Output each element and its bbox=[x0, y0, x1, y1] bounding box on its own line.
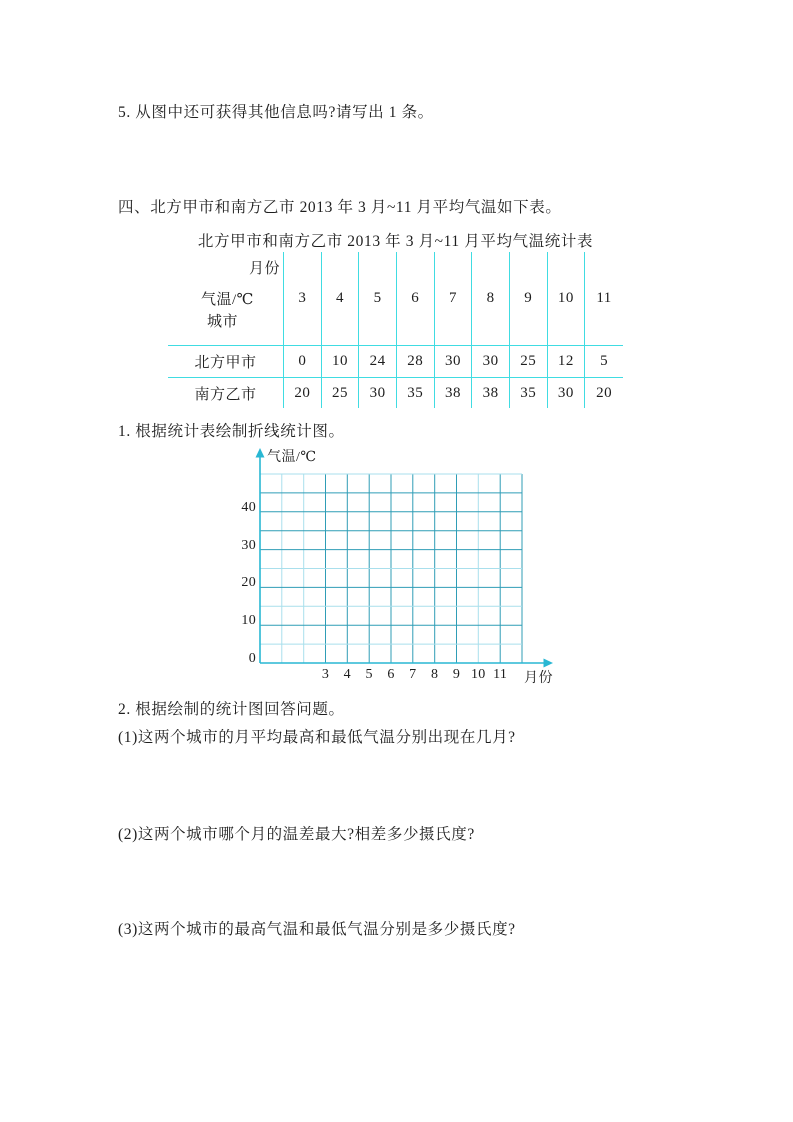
month-header: 5 bbox=[359, 252, 397, 345]
x-tick-label: 10 bbox=[470, 667, 486, 682]
sub-question-2: (2)这两个城市哪个月的温差最大?相差多少摄氏度? bbox=[118, 826, 475, 843]
x-tick-label: 8 bbox=[431, 667, 439, 682]
line-chart-grid bbox=[238, 445, 563, 690]
month-header: 7 bbox=[435, 252, 473, 345]
table-value: 12 bbox=[548, 346, 586, 377]
line-chart bbox=[238, 445, 563, 690]
x-tick-label: 9 bbox=[452, 667, 461, 682]
table-value: 20 bbox=[596, 384, 613, 401]
x-tick-label: 4 bbox=[343, 667, 351, 682]
y-axis-title: 气温/℃ bbox=[267, 450, 317, 465]
y-tick-label: 10 bbox=[241, 613, 256, 628]
table-value: 30 bbox=[435, 346, 473, 377]
y-tick-label: 40 bbox=[241, 500, 256, 515]
table-value: 0 bbox=[284, 346, 322, 377]
table-corner-cell bbox=[168, 252, 284, 345]
x-tick-label: 6 bbox=[387, 667, 395, 682]
task-2-text: 2. 根据绘制的统计图回答问题。 bbox=[118, 701, 345, 718]
table-value: 5 bbox=[600, 353, 609, 369]
x-tick-label: 5 bbox=[365, 667, 373, 682]
corner-label-city: 城市 bbox=[207, 314, 239, 330]
corner-label-temperature: 气温/℃ bbox=[201, 292, 254, 308]
table-row-north-city bbox=[168, 345, 623, 377]
x-tick-label: 11 bbox=[493, 667, 508, 682]
month-header: 9 bbox=[510, 252, 548, 345]
month-header: 8 bbox=[472, 252, 510, 345]
month-header: 10 bbox=[548, 252, 586, 345]
x-axis-title: 月份 bbox=[524, 671, 553, 686]
table-value: 35 bbox=[397, 378, 435, 408]
y-tick-label: 30 bbox=[241, 537, 256, 553]
table-value: 38 bbox=[435, 378, 473, 408]
sub-question-3: (3)这两个城市的最高气温和最低气温分别是多少摄氏度? bbox=[118, 921, 516, 938]
y-tick-label: 0 bbox=[248, 651, 256, 666]
month-header: 11 bbox=[596, 290, 612, 306]
table-value: 35 bbox=[510, 378, 548, 408]
table-value: 25 bbox=[510, 346, 548, 377]
table-value: 28 bbox=[397, 346, 435, 377]
row-label: 北方甲市 bbox=[168, 346, 284, 377]
sub-question-1: (1)这两个城市的月平均最高和最低气温分别出现在几月? bbox=[118, 729, 516, 746]
table-row-south-city bbox=[168, 377, 623, 408]
table-value: 30 bbox=[548, 378, 586, 408]
section-4-heading: 四、北方甲市和南方乙市 2013 年 3 月~11 月平均气温如下表。 bbox=[118, 199, 562, 216]
y-tick-label: 20 bbox=[241, 575, 256, 590]
y-axis-arrow-icon bbox=[256, 448, 265, 458]
x-tick-label: 3 bbox=[321, 667, 330, 682]
temperature-table bbox=[168, 252, 623, 408]
table-value: 38 bbox=[472, 378, 510, 408]
table-value: 10 bbox=[322, 346, 360, 377]
table-value: 24 bbox=[359, 346, 397, 377]
table-title: 北方甲市和南方乙市 2013 年 3 月~11 月平均气温统计表 bbox=[197, 233, 594, 250]
task-1-text: 1. 根据统计表绘制折线统计图。 bbox=[118, 423, 345, 440]
table-value: 20 bbox=[284, 378, 322, 408]
table-value: 30 bbox=[472, 346, 510, 377]
table-value: 25 bbox=[322, 378, 360, 408]
row-label: 南方乙市 bbox=[168, 378, 284, 408]
x-tick-label: 7 bbox=[409, 667, 417, 682]
question-5-text: 5. 从图中还可获得其他信息吗?请写出 1 条。 bbox=[118, 104, 434, 121]
table-value: 30 bbox=[359, 378, 397, 408]
month-header: 3 bbox=[284, 252, 322, 345]
month-header: 6 bbox=[397, 252, 435, 345]
table-header-row bbox=[168, 252, 623, 345]
corner-label-month: 月份 bbox=[248, 261, 280, 277]
month-header: 4 bbox=[322, 252, 360, 345]
